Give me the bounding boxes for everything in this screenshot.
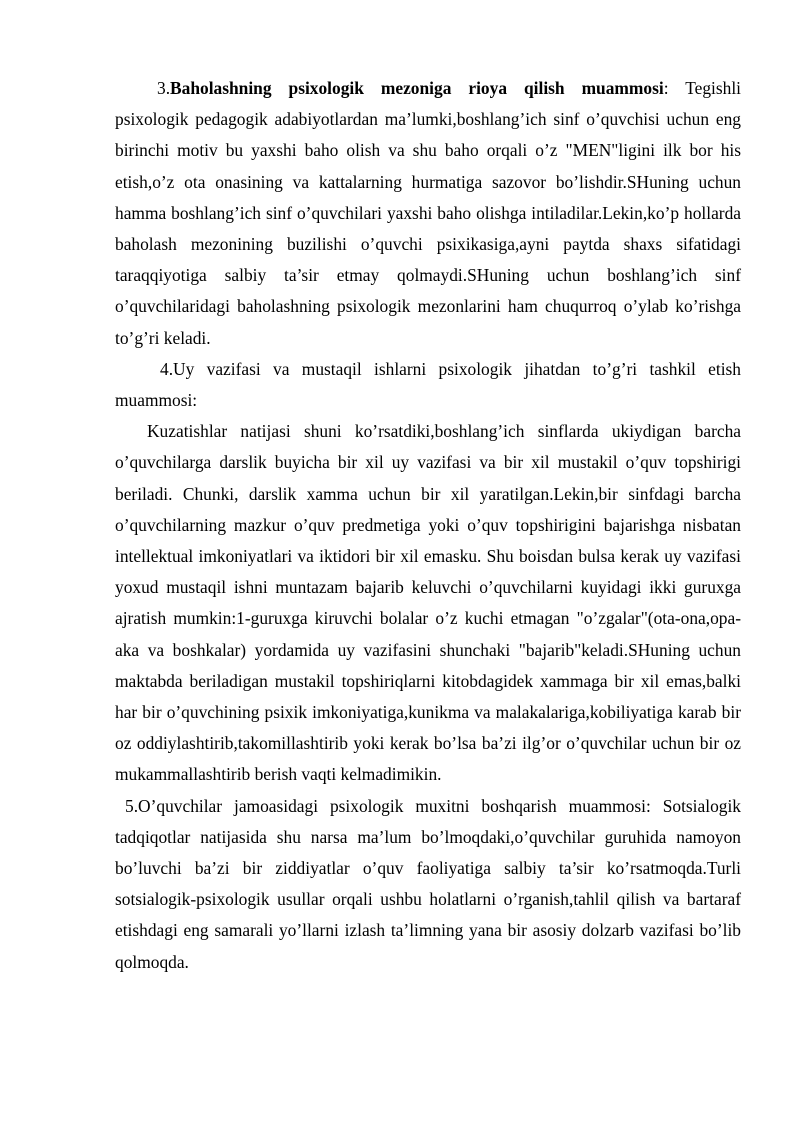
section-3-body: Tegishli psixologik pedagogik adabiyotlardan ma’lumki,boshlang’ich sinf o’quvchisi uchun eng birinchi motiv bu yaxshi baho olish va shu baho orqali o’z "MEN"ligini ilk bor his etish,o’z ota onasining va kattalarning hurmatiga sazovor bo’lishdir.SHuning uchun hamma boshlang’ich sinf o’quvchilari yaxshi baho olishga intiladilar.Lekin,ko’p hollarda baholash mezonining buzilishi o’quvchi psixikasiga,ayni paytda shaxs sifatidagi taraqqiyotiga salbiy ta’sir etmay qolmaydi.SHuning uchun boshlang’ich sinf o’quvchilaridagi baholashning psixologik mezonlarini ham chuqurroq o’ylab ko’rishga to’g’ri keladi. — [115, 78, 741, 348]
section-4-body: Kuzatishlar natijasi shuni ko’rsatdiki,boshlang’ich sinflarda ukiydigan barcha o’quvchilarga darslik buyicha bir xil uy vazifasi va bir xil mustakil o’quv topshirigi beriladi. Chunki, darslik xamma uchun bir xil yaratilgan.Lekin,bir sinfdagi barcha o’quvchilarning mazkur o’quv predmetiga yoki o’quv topshirigini bajarishga nisbatan intellektual imkoniyatlari va iktidori bir xil emasku. Shu boisdan bulsa kerak uy vazifasi yoxud mustaqil ishni muntazam bajarib keluvchi o’quvchilarni kuyidagi ikki guruxga ajratish mumkin:1-guruxga kiruvchi bolalar o’z kuchi etmagan "o’zgalar"(ota-ona,opa-aka va boshkalar) yordamida uy vazifasini shunchaki "bajarib"keladi.SHuning uchun maktabda beriladigan mustakil topshiriqlarni kitobdagidek xammaga bir xil emas,balki har bir o’quvchining psixik imkoniyatiga,kunikma va malakalariga,kobiliyatiga karab bir oz oddiylashtirib,takomillashtirib yoki kerak bo’lsa ba’zi ilg’or o’quvchilar uchun bir oz mukammallashtirib berish vaqti kelmadimikin. — [115, 421, 741, 785]
document-body — [115, 73, 741, 978]
section-5-paragraph: 5.O’quvchilar jamoasidagi psixologik muxitni boshqarish muammosi: Sotsialogik tadqiqotlar natijasida shu narsa ma’lum bo’lmoqdaki,o’quvchilar guruhida namoyon bo’luvchi ba’zi bir ziddiyatlar o’quv faoliyatiga salbiy ta’sir ko’rsatmoqda.Turli sotsialogik-psixologik usullar orqali ushbu holatlarni o’rganish,tahlil qilish va bartaraf etishdagi eng samarali yo’llarni izlash ta’limning yana bir asosiy dolzarb vazifasi bo’lib qolmoqda. — [115, 795, 741, 972]
section-3-title: Baholashning psixologik mezoniga rioya qilish muammosi — [170, 78, 664, 98]
section-3-paragraph — [115, 73, 741, 354]
section-3-number: 3. — [157, 78, 171, 98]
section-4-heading: 4.Uy vazifasi va mustaqil ishlarni psixologik jihatdan to’g’ri tashkil etish muammosi: — [115, 358, 741, 411]
section-3-colon: : — [663, 78, 669, 98]
